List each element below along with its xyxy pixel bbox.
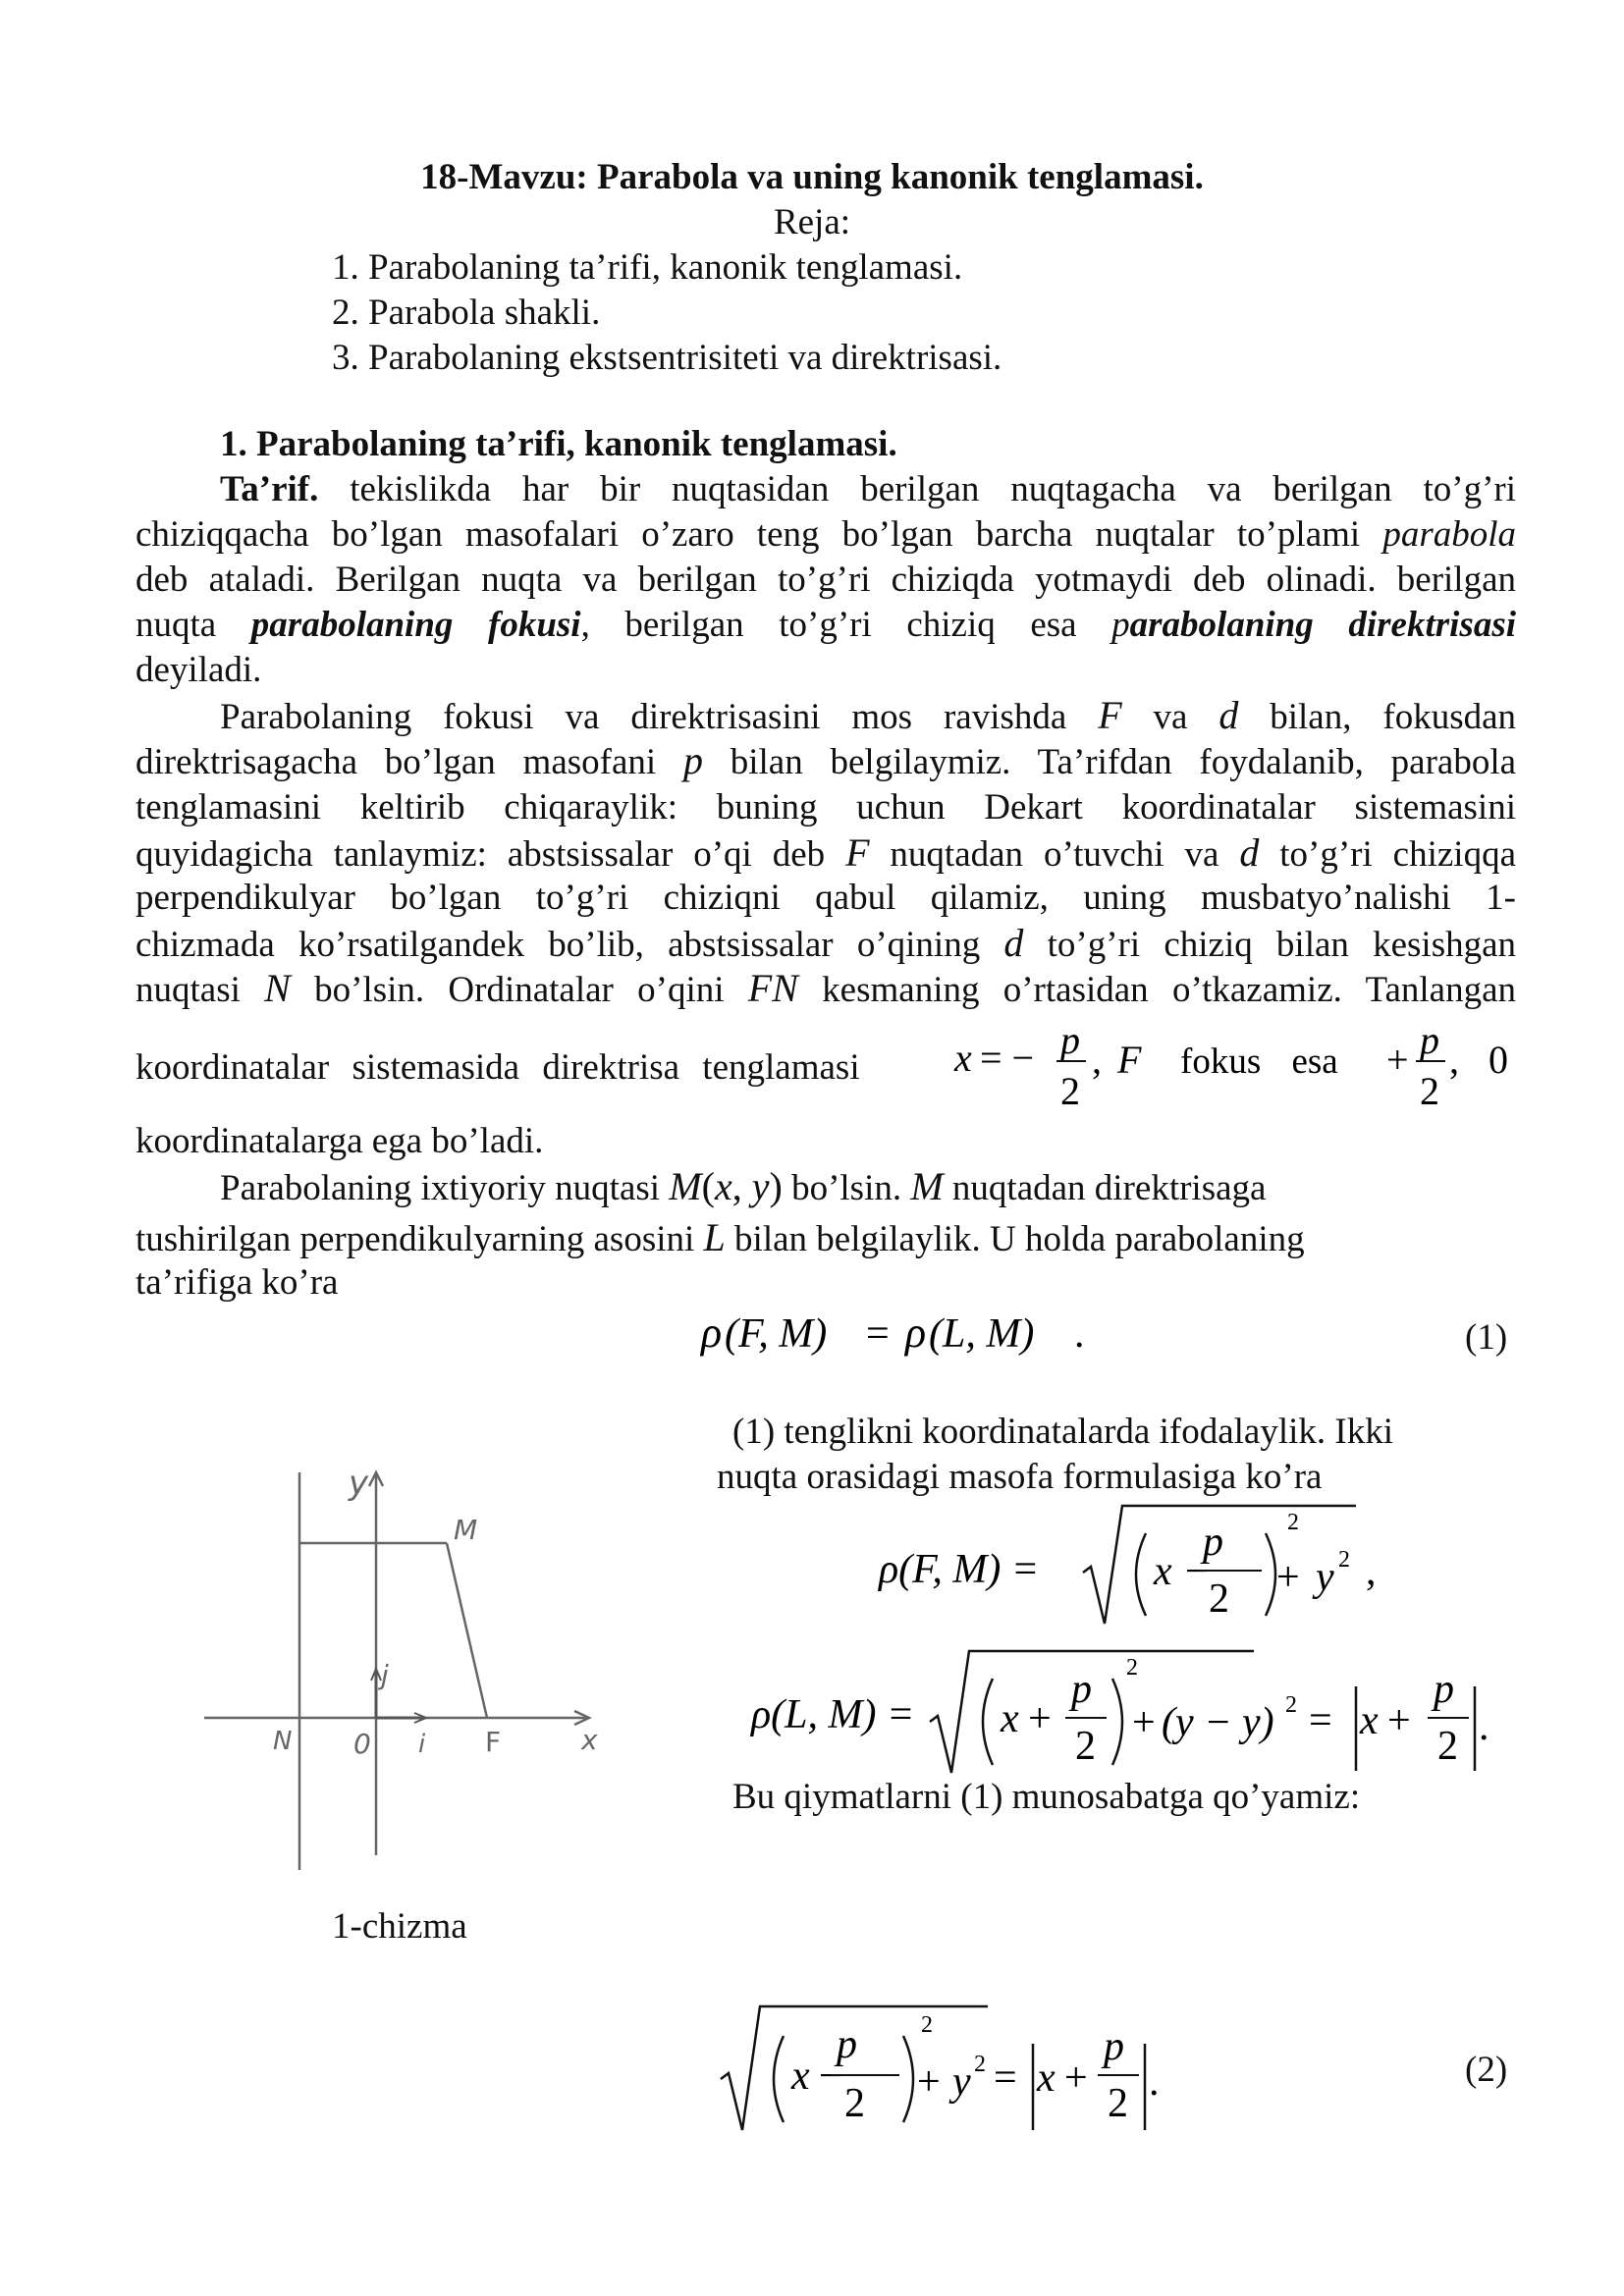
definition-line-5: deyiladi. [135, 650, 262, 690]
para2-line-2 [135, 738, 1516, 785]
text: Parabolaning ixtiyoriy nuqtasi [220, 1168, 661, 1208]
frac-num-p: p [837, 2022, 857, 2067]
frac-den-2: 2 [1420, 1069, 1439, 1113]
y-label: y [349, 1464, 369, 1503]
math-L: L [703, 1215, 726, 1259]
math-equals-minus: = − [980, 1036, 1035, 1080]
frac-num-p: p [1104, 2024, 1124, 2069]
definition-line-3: deb ataladi. Berilgan nuqta va berilgan to’g’ri chiziqda yotmaydi deb olinadi. berilgan [135, 560, 1516, 600]
math-lhs: (F, M) [725, 1311, 828, 1357]
exp-2: 2 [974, 2052, 986, 2077]
paren-right [903, 2036, 913, 2122]
math-eq: = [994, 2056, 1017, 2101]
directrix-equation [943, 1016, 1532, 1124]
equation-1 [687, 1296, 1100, 1364]
paren-left [1136, 1533, 1146, 1616]
para3-line-1 [220, 1164, 1266, 1211]
plan-item-3: 3. Parabolaning ekstsentrisiteti va direktrisasi. [332, 338, 1002, 378]
text: bo’lsin. [791, 1168, 902, 1208]
x-label: x [581, 1724, 598, 1756]
text: to’g’ri chiziq bilan kesishgan [1047, 925, 1517, 965]
text: bilan, fokusdan [1270, 697, 1517, 737]
frac-num-p: p [1071, 1667, 1092, 1712]
math-d: d [1239, 830, 1260, 875]
term-focus: parabolaning fokusi [250, 605, 581, 645]
math-dot: . [1149, 2059, 1160, 2105]
formula-rho-LM [741, 1637, 1429, 1785]
text: Parabolaning fokusi va direktrisasini mos ravishda [220, 697, 1067, 737]
definition-text: tekislikda har bir nuqtasidan berilgan nuqtagacha va berilgan to’g’ri [350, 469, 1516, 509]
paren-open: ( [701, 1164, 715, 1208]
math-zero: 0 [1489, 1038, 1508, 1082]
text: nuqtadan direktrisaga [951, 1168, 1267, 1208]
equation-2-number: (2) [1465, 2050, 1508, 2090]
para2-line-6 [135, 921, 1516, 968]
document-title: 18-Mavzu: Parabola va uning kanonik tenglamasi. [420, 157, 1204, 197]
math-minus: − [1185, 1549, 1209, 1594]
math-comma: , [1092, 1038, 1102, 1082]
definition-line-4 [135, 603, 1516, 648]
para2-line-9: koordinatalarga ega bo’ladi. [135, 1121, 544, 1161]
math-lhs: ρ(L, M) = [751, 1692, 915, 1737]
text: nuqtasi [135, 970, 241, 1010]
term-directrix: arabolaning direktrisasi [1129, 605, 1516, 645]
frac-den-2: 2 [1437, 1724, 1458, 1769]
figure-caption: 1-chizma [332, 1906, 467, 1947]
frac-num-p: p [1434, 1667, 1454, 1712]
definition-text: nuqta [135, 605, 217, 645]
math-comma: , [1449, 1038, 1459, 1082]
math-FN: FN [747, 966, 798, 1010]
paren-right [1266, 1533, 1275, 1616]
math-y: y [751, 1164, 770, 1208]
F-label: F [485, 1726, 502, 1758]
text: quyidagicha tanlaymiz: abstsissalar o’qi deb [135, 834, 826, 875]
math-F: F [845, 830, 870, 875]
math-x: x [1360, 1698, 1379, 1743]
formula-rho-FM [869, 1494, 1399, 1641]
math-comma: , [1366, 1549, 1377, 1594]
plan-item-1: 1. Parabolaning ta’rifi, kanonik tenglamasi. [332, 247, 963, 288]
math-y: y [1316, 1555, 1334, 1600]
plan-item-2: 2. Parabola shakli. [332, 293, 601, 333]
frac-den-2: 2 [1060, 1069, 1080, 1113]
math-F: F [1098, 693, 1122, 737]
figure-1 [196, 1453, 628, 1885]
frac-den-2: 2 [844, 2081, 865, 2126]
definition-text: , berilgan to’g’ri chiziq esa [580, 605, 1077, 645]
text: kesmaning o’rtasidan o’tkazamiz. Tanlangan [822, 970, 1517, 1010]
j-label: j [381, 1659, 389, 1691]
text-fokus-esa: fokus esa [1180, 1041, 1338, 1082]
definition-line-1 [220, 467, 1516, 512]
para2-line-3: tenglamasini keltirib chiqaraylik: buning uchun Dekart koordinatalar sistemasini [135, 787, 1516, 828]
frac-num-p: p [1203, 1520, 1223, 1565]
exp-2: 2 [921, 2012, 933, 2038]
math-plus: + [1064, 2056, 1088, 2101]
right-text-line-2: nuqta orasidagi masofa formulasiga ko’ra [717, 1457, 1323, 1497]
N-label: N [273, 1727, 293, 1756]
frac-num-p: p [1060, 1018, 1080, 1062]
M-label: M [454, 1514, 478, 1546]
O-label: 0 [353, 1728, 371, 1760]
text: direktrisagacha bo’lgan masofani [135, 742, 657, 782]
paren-close: ) [769, 1164, 783, 1208]
para3-line-2 [135, 1215, 1305, 1262]
math-x: x [791, 2054, 810, 2099]
para2-line-8-text: koordinatalar sistemasida direktrisa tenglamasi [135, 1047, 860, 1088]
text: bilan belgilaylik. U holda parabolaning [734, 1219, 1305, 1259]
term-p: p [1111, 605, 1130, 645]
math-d: d [1218, 693, 1239, 737]
para2-line-5: perpendikulyar bo’lgan to’g’ri chiziqni qabul qilamiz, uning musbatyo’nalishi 1- [135, 878, 1516, 918]
para2-line-7 [135, 966, 1516, 1013]
paren-left [774, 2036, 784, 2122]
text: bilan belgilaymiz. Ta’rifdan foydalanib, parabola [730, 742, 1517, 782]
text: to’g’ri chiziqqa [1279, 834, 1516, 875]
text: tushirilgan perpendikulyarning asosini [135, 1219, 695, 1259]
math-minus: − [819, 2054, 842, 2099]
exp-2: 2 [1126, 1655, 1138, 1681]
exp-2: 2 [1338, 1547, 1350, 1573]
math-dot: . [1074, 1311, 1085, 1357]
text: chizmada ko’rsatilgandek bo’lib, abstsissalar o’qining [135, 925, 981, 965]
paren-left [983, 1679, 993, 1765]
math-y-minus-y: (y − y) [1162, 1700, 1274, 1745]
para3-line-3: ta’rifiga ko’ra [135, 1262, 339, 1303]
equation-2 [707, 1993, 1168, 2150]
math-x: x [1154, 1549, 1172, 1594]
frac-den-2: 2 [1075, 1724, 1096, 1769]
definition-text: chiziqqacha bo’lgan masofalari o’zaro teng bo’lgan barcha nuqtalar to’plami [135, 514, 1361, 555]
definition-line-2 [135, 512, 1516, 558]
math-plus: + [917, 2059, 941, 2105]
math-rho: ρ [905, 1308, 927, 1357]
math-rhs: (L, M) [929, 1311, 1035, 1357]
plan-heading: Reja: [773, 202, 851, 242]
math-p: p [682, 738, 703, 782]
math-plus: + [1028, 1696, 1052, 1741]
definition-label: Ta’rif. [220, 469, 319, 509]
math-x: x [954, 1036, 972, 1080]
para2-line-1 [220, 693, 1516, 740]
math-plus: + [1387, 1698, 1411, 1743]
math-x: x [1037, 2056, 1056, 2101]
math-plus: + [1132, 1700, 1156, 1745]
frac-den-2: 2 [1209, 1576, 1229, 1622]
after-formula-text: Bu qiymatlarni (1) munosabatga qo’yamiz: [732, 1777, 1361, 1817]
right-text-line-1: (1) tenglikni koordinatalarda ifodalaylik. Ikki [732, 1412, 1393, 1452]
i-label: i [418, 1730, 426, 1759]
math-dot: . [1479, 1704, 1489, 1749]
frac-num-p: p [1420, 1018, 1439, 1062]
math-x: x [714, 1164, 732, 1208]
equation-1-number: (1) [1465, 1317, 1508, 1358]
math-d: d [1003, 921, 1024, 965]
math-plus: + [1386, 1038, 1409, 1082]
math-M: M [910, 1164, 944, 1208]
math-N: N [264, 966, 291, 1010]
comma: , [731, 1164, 752, 1208]
section-heading: 1. Parabolaning ta’rifi, kanonik tenglamasi. [220, 424, 897, 464]
math-lhs: ρ(F, M) = [879, 1547, 1040, 1592]
frac-den-2: 2 [1108, 2081, 1128, 2126]
paren-right [1112, 1679, 1122, 1765]
segment-MF [447, 1543, 487, 1718]
math-x: x [1001, 1696, 1019, 1741]
math-rho: ρ [701, 1308, 723, 1357]
math-y: y [952, 2059, 971, 2105]
math-M: M [669, 1164, 702, 1208]
text: nuqtadan o’tuvchi va [890, 834, 1219, 875]
text: va [1153, 697, 1188, 737]
para2-line-4 [135, 830, 1516, 878]
math-F: F [1117, 1038, 1142, 1082]
math-eq: = [866, 1311, 890, 1357]
math-plus: + [1276, 1555, 1300, 1600]
formula-rho-LM-tail [1414, 1637, 1492, 1785]
term-parabola: parabola [1382, 514, 1517, 555]
text: bo’lsin. Ordinatalar o’qini [314, 970, 725, 1010]
exp-2: 2 [1285, 1692, 1297, 1718]
exp-2: 2 [1287, 1510, 1299, 1535]
math-eq: = [1309, 1698, 1332, 1743]
